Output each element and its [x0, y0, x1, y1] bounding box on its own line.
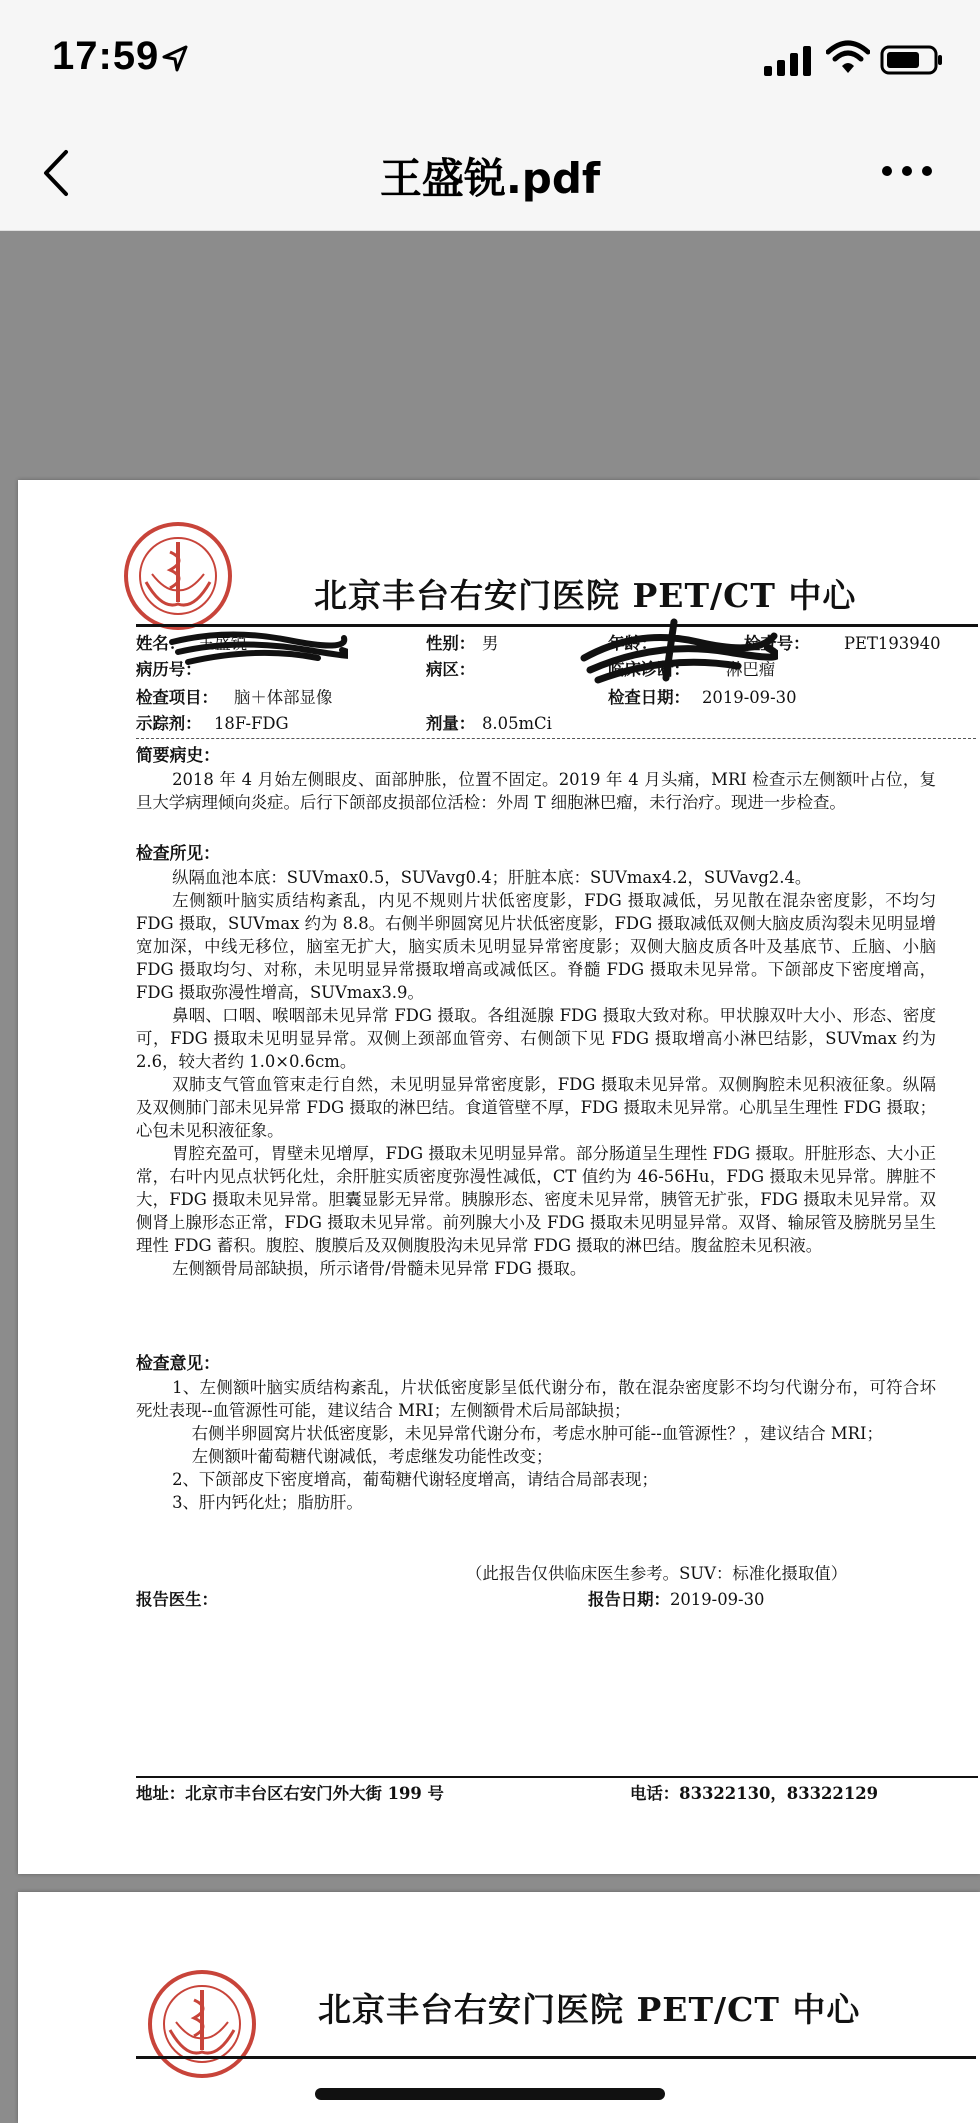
clinical-dx-label: 临床诊断： [608, 660, 690, 679]
footer-rule [136, 1776, 978, 1778]
phone [630, 1782, 878, 1805]
address-label: 地址： [136, 1784, 186, 1803]
footer-row [136, 1782, 978, 1805]
findings-paragraph: 鼻咽、口咽、喉咽部未见异常 FDG 摄取。各组涎腺 FDG 摄取大致对称。甲状腺双叶大小、形态、密度可，FDG 摄取未见明显异常。双侧上颈部血管旁、右侧颌下见 FDG 摄取增高小淋巴结影，SUVmax 约为 2.6，较大者约 1.0×0.6cm。 [136, 1006, 936, 1071]
redaction-scribble-name [168, 628, 348, 668]
wifi-icon [826, 40, 870, 76]
report-date [588, 1588, 764, 1611]
opinion-item: 3、肝内钙化灶；脂肪肝。 [172, 1493, 363, 1512]
hospital-title: 北京丰台右安门医院 PET/CT 中心 [314, 576, 857, 615]
exam-date-label: 检查日期： [608, 688, 690, 707]
opinion-title: 检查意见： [136, 1353, 220, 1373]
findings-text [136, 866, 936, 1280]
doctor-label: 报告医生： [136, 1590, 218, 1609]
status-bar [0, 0, 980, 110]
findings-title: 检查所见： [136, 843, 220, 863]
findings-paragraph: 左侧额叶脑实质结构紊乱，内见不规则片状低密度影，FDG 摄取减低，另见散在混杂密度影，不均匀 FDG 摄取，SUVmax 约为 8.8。右侧半卵圆窝见片状低密度影，FDG 摄取减低双侧大脑皮质沟裂未见明显增宽加深，中线无移位，脑室无扩大，脑实质未见明显异常密度影；双侧大脑皮质各叶及基底节、丘脑、小脑 FDG 摄取均匀、对称，未见明显异常摄取增高或减低区。脊髓 FDG 摄取未见异常。下颌部皮下密度增高，FDG 摄取弥漫性增高，SUVmax3.9。 [136, 891, 937, 1002]
info-divider [136, 738, 976, 739]
exam-item-label: 检查项目： [136, 688, 218, 707]
location-arrow-icon [160, 44, 190, 74]
findings-paragraph: 双肺支气管血管束走行自然，未见明显异常密度影，FDG 摄取未见异常。双侧胸腔未见积液征象。纵隔及双侧肺门部未见异常 FDG 摄取的淋巴结。食道管壁不厚，FDG 摄取未见异常。心肌呈生理性 FDG 摄取；心包未见积液征象。 [136, 1075, 936, 1140]
more-options-button[interactable] [880, 162, 934, 180]
exam-no-label: 检查号： [744, 634, 810, 653]
name-value: 王盛锐 [198, 634, 248, 653]
home-indicator[interactable] [315, 2088, 665, 2100]
history-title: 简要病史： [136, 745, 220, 765]
document-title: 王盛锐.pdf [379, 154, 601, 203]
ward-label: 病区： [426, 660, 476, 679]
exam-item-value: 脑＋体部显像 [234, 688, 333, 707]
record-no-label: 病历号： [136, 660, 202, 679]
nav-bar [0, 110, 980, 231]
report-date-value: 2019-09-30 [669, 1590, 765, 1609]
cellular-signal-icon [762, 44, 814, 76]
battery-icon [880, 44, 944, 76]
tracer-label: 示踪剂： [136, 714, 202, 733]
redaction-scribble-age [578, 618, 778, 688]
exam-no-value: PET193940 [844, 634, 941, 653]
clinical-dx-value: 淋巴瘤 [726, 660, 776, 679]
history-text: 2018 年 4 月始左侧眼皮、面部肿胀，位置不固定。2019 年 4 月头痛，MRI 检查示左侧额叶占位，复旦大学病理倾向炎症。后行下颌部皮损部位活检：外周 T 细胞淋巴瘤，未行治疗。现进一步检查。 [136, 770, 936, 812]
phone-label: 电话： [630, 1784, 680, 1803]
gender-value: 男 [482, 634, 499, 653]
opinion-text [136, 1376, 936, 1514]
info-row-3 [136, 686, 978, 712]
opinion-item: 1、左侧额叶脑实质结构紊乱，片状低密度影呈低代谢分布，散在混杂密度影不均匀代谢分布，可符合坏死灶表现--血管源性可能，建议结合 MRI；左侧额骨术后局部缺损； [136, 1378, 936, 1420]
info-row-4 [136, 712, 978, 738]
name-label: 姓名： [136, 634, 186, 653]
report-note: （此报告仅供临床医生参考。SUV：标准化摄取值） [466, 1564, 848, 1583]
opinion-item: 右侧半卵圆窝片状低密度影，未见异常代谢分布，考虑水肿可能--血管源性？，建议结合 MRI； [191, 1424, 883, 1443]
tracer-value: 18F-FDG [214, 714, 289, 733]
report-date-label: 报告日期： [588, 1590, 670, 1609]
exam-date-value: 2019-09-30 [702, 688, 797, 707]
address-value: 北京市丰台区右安门外大街 199 号 [185, 1784, 444, 1803]
findings-paragraph: 左侧额骨局部缺损，所示诸骨/骨髓未见异常 FDG 摄取。 [172, 1259, 587, 1278]
age-label: 年龄： [608, 634, 658, 653]
hospital-title: 北京丰台右安门医院 PET/CT 中心 [318, 1990, 861, 2029]
status-time: 17:59 [52, 34, 160, 78]
findings-paragraph: 纵隔血池本底：SUVmax0.5，SUVavg0.4；肝脏本底：SUVmax4.2，SUVavg2.4。 [172, 868, 812, 887]
report-body [18, 480, 980, 1874]
opinion-item: 2、下颌部皮下密度增高，葡萄糖代谢轻度增高，请结合局部表现； [172, 1470, 658, 1489]
findings-paragraph: 胃腔充盈可，胃壁未见增厚，FDG 摄取未见明显异常。部分肠道呈生理性 FDG 摄取。肝脏形态、大小正常，右叶内见点状钙化灶，余肝脏实质密度弥漫性减低，CT 值约为 46-56Hu，FDG 摄取未见异常。脾脏不大，FDG 摄取未见异常。胆囊显影无异常。胰腺形态、密度未见异常，胰管无扩张，FDG 摄取未见异常。双侧肾上腺形态正常，FDG 摄取未见异常。前列腺大小及 FDG 摄取未见明显异常。双肾、输尿管及膀胱另呈生理性 FDG 蓄积。腹腔、腹膜后及双侧腹股沟未见异常 FDG 摄取的淋巴结。腹盆腔未见积液。 [136, 1144, 936, 1255]
dose-label: 剂量： [426, 714, 476, 733]
gender-label: 性别： [426, 634, 476, 653]
header-rule [136, 2056, 976, 2059]
dose-value: 8.05mCi [482, 714, 552, 733]
hospital-logo-icon [146, 1968, 258, 2080]
pdf-page-1[interactable] [18, 480, 980, 1874]
phone-value: 83322130，83322129 [679, 1784, 879, 1803]
opinion-item: 左侧额叶葡萄糖代谢减低，考虑继发功能性改变； [191, 1447, 553, 1466]
